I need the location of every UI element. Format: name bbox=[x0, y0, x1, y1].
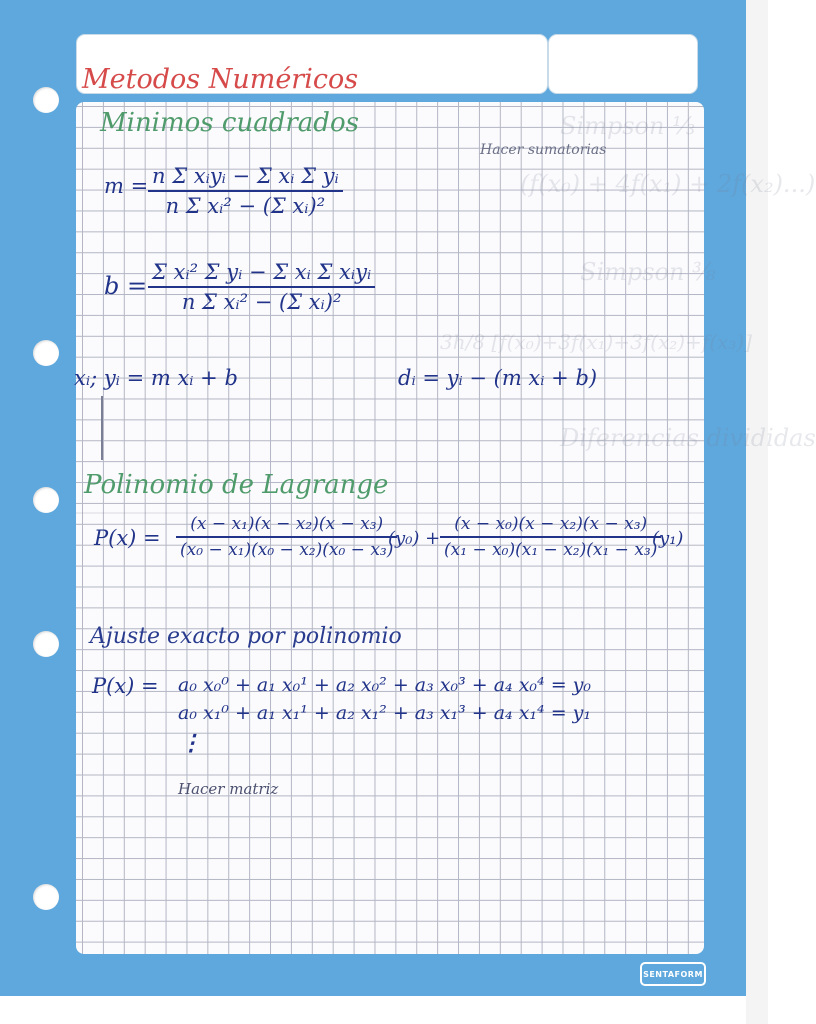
lagrange-term-1 bbox=[176, 514, 397, 560]
page-title: Metodos Numéricos bbox=[82, 64, 359, 95]
residual-equation: dᵢ = yᵢ − (m xᵢ + b) bbox=[398, 366, 598, 390]
bleed-through: Simpson ⅜ bbox=[580, 258, 716, 286]
binder-hole bbox=[33, 340, 59, 366]
b-fraction bbox=[148, 260, 375, 314]
bleed-through: (f(x₀) + 4f(x₁) + 2f(x₂)...) bbox=[520, 170, 816, 198]
lagrange-term-2 bbox=[440, 514, 661, 560]
ajuste-lhs: P(x) = bbox=[92, 674, 159, 698]
bleed-through: 3h/8 [f(x₀)+3f(x₁)+3f(x₂)+f(x₃)] bbox=[440, 330, 752, 354]
m-numerator: n Σ xᵢyᵢ − Σ xᵢ Σ yᵢ bbox=[152, 164, 339, 188]
bleed-through: Diferencias divididas bbox=[560, 424, 816, 452]
section-heading-lagrange: Polinomio de Lagrange bbox=[84, 470, 389, 500]
binder-hole bbox=[33, 87, 59, 113]
lagrange-term-2-numerator: (x − x₀)(x − x₂)(x − x₃) bbox=[454, 514, 648, 534]
section-heading-minimos: Minimos cuadrados bbox=[100, 108, 359, 138]
linear-model-equation: xᵢ; yᵢ = m xᵢ + b bbox=[74, 366, 238, 390]
lagrange-lhs: P(x) = bbox=[94, 526, 161, 550]
b-numerator: Σ xᵢ² Σ yᵢ − Σ xᵢ Σ xᵢyᵢ bbox=[152, 260, 372, 284]
fraction-bar bbox=[440, 536, 661, 538]
brand-logo bbox=[640, 962, 706, 986]
brand-label: SENTAFORM bbox=[643, 969, 703, 979]
fraction-bar bbox=[148, 286, 375, 288]
b-denominator: n Σ xᵢ² − (Σ xᵢ)² bbox=[181, 290, 342, 314]
note-matriz: Hacer matriz bbox=[178, 780, 279, 798]
lagrange-term-1-numerator: (x − x₁)(x − x₂)(x − x₃) bbox=[190, 514, 384, 534]
lagrange-term-1-denominator: (x₀ − x₁)(x₀ − x₂)(x₀ − x₃) bbox=[180, 540, 394, 560]
binder-hole bbox=[33, 884, 59, 910]
m-denominator: n Σ xᵢ² − (Σ xᵢ)² bbox=[165, 194, 326, 218]
fraction-bar bbox=[148, 190, 343, 192]
margin-bracket bbox=[101, 396, 103, 460]
lagrange-y0: (y₀) + bbox=[388, 528, 441, 549]
ajuste-row-2: a₀ x₁⁰ + a₁ x₁¹ + a₂ x₁² + a₃ x₁³ + a₄ x₁⁴ = y₁ bbox=[178, 702, 592, 724]
m-lhs: m = bbox=[104, 174, 149, 198]
ellipsis-dots: ⋮ bbox=[180, 730, 202, 756]
header-date-box bbox=[548, 34, 698, 94]
lagrange-y1: (y₁) bbox=[652, 528, 684, 549]
bleed-through: Simpson ⅓ bbox=[560, 112, 696, 140]
b-lhs: b = bbox=[104, 272, 148, 300]
lagrange-term-2-denominator: (x₁ − x₀)(x₁ − x₂)(x₁ − x₃) bbox=[444, 540, 658, 560]
m-fraction bbox=[148, 164, 343, 218]
note-sumatorias: Hacer sumatorias bbox=[480, 142, 607, 158]
section-heading-ajuste: Ajuste exacto por polinomio bbox=[90, 624, 402, 649]
page-margin bbox=[746, 0, 768, 1024]
binder-hole bbox=[33, 487, 59, 513]
binder-hole bbox=[33, 631, 59, 657]
fraction-bar bbox=[176, 536, 397, 538]
ajuste-row-1: a₀ x₀⁰ + a₁ x₀¹ + a₂ x₀² + a₃ x₀³ + a₄ x₀⁴ = y₀ bbox=[178, 674, 592, 696]
